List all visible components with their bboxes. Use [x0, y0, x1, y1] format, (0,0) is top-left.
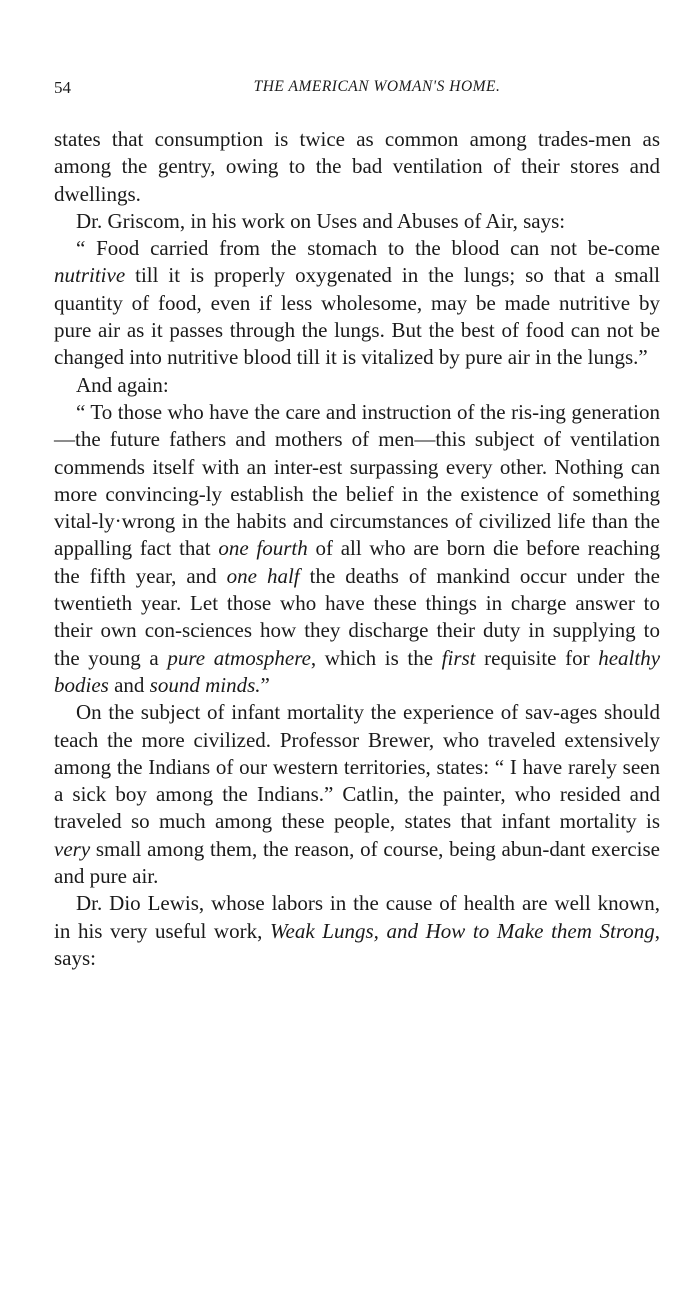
body-text: [54, 126, 660, 972]
emphasis-pure-atmosphere: pure atmosphere: [167, 645, 311, 670]
emphasis-healthy-bodies: healthy bodies: [54, 645, 661, 697]
emphasis-sound-minds: sound minds.: [149, 672, 261, 697]
quote-text: “ Food carried from the stomach to the blood can not be-come: [76, 236, 660, 261]
quote-text: and: [108, 672, 150, 697]
quote-text: “ To those who have the care and instruction of the ris-ing generation—the future fathers and mothers of men—this subject of ventilation commends itself with an inter-est surpassing every other. Nothing can more convincing-ly establish the belief in the existence of something vital-ly·wrong in the habits and circumstances of civilized life than the appalling fact that: [54, 399, 660, 561]
quote-griscom-food: [54, 235, 660, 371]
quote-text: the deaths of mankind occur under the twentieth year. Let those who have these things in charge answer to their own con-sciences how they discharge their duty in supplying to the young a: [54, 563, 660, 670]
running-head: [54, 78, 660, 102]
paragraph-text: small among them, the reason, of course, being abun-dant exercise and pure air.: [54, 836, 660, 889]
quote-text: of all who are born die before reaching the fifth year, and: [54, 536, 660, 588]
paragraph-and-again: And again:: [76, 372, 169, 397]
quote-griscom-ventilation: [54, 399, 660, 699]
quote-text: requisite for: [475, 645, 599, 670]
paragraph-text: , says:: [54, 918, 660, 970]
emphasis-nutritive: nutritive: [54, 263, 126, 288]
quote-text: ”: [260, 672, 270, 697]
emphasis-first: first: [441, 645, 476, 670]
emphasis-very: very: [54, 836, 91, 861]
paragraph-griscom-intro: Dr. Griscom, in his work on Uses and Abuses of Air, says:: [76, 208, 566, 233]
running-title: THE AMERICAN WOMAN'S HOME.: [253, 78, 501, 95]
paragraph-infant-mortality: [54, 699, 660, 890]
quote-text: till it is properly oxygenated in the lungs; so that a small quantity of food, even if less wholesome, may be made nutritive by pure air as it passes through the lungs. But the best of food can not be changed into nutritive blood till it is vitalized by pure air in the lungs.”: [54, 263, 660, 370]
emphasis-one-half: one half: [226, 563, 300, 588]
paragraph-dio-lewis: [54, 890, 660, 972]
paragraph-text: On the subject of infant mortality the experience of sav-ages should teach the more civilized. Professor Brewer, who traveled extensively among the Indians of our western territories, states: “ I have rarely seen a sick boy among the Indians.” Catlin, the painter, who resided and traveled so much among these people, states that infant mortality is: [54, 700, 660, 834]
page-number: 54: [54, 78, 71, 97]
paragraph-continuation: states that consumption is twice as common among trades-men as among the gentry, owing to the bad ventilation of their stores and dwellings.: [54, 127, 660, 206]
book-title-weak-lungs: Weak Lungs, and How to Make them Strong: [269, 918, 655, 943]
quote-text: , which is the: [310, 645, 442, 670]
paragraph-text: Dr. Dio Lewis, whose labors in the cause of health are well known, in his very useful work,: [54, 891, 660, 943]
emphasis-one-fourth: one fourth: [218, 536, 308, 561]
